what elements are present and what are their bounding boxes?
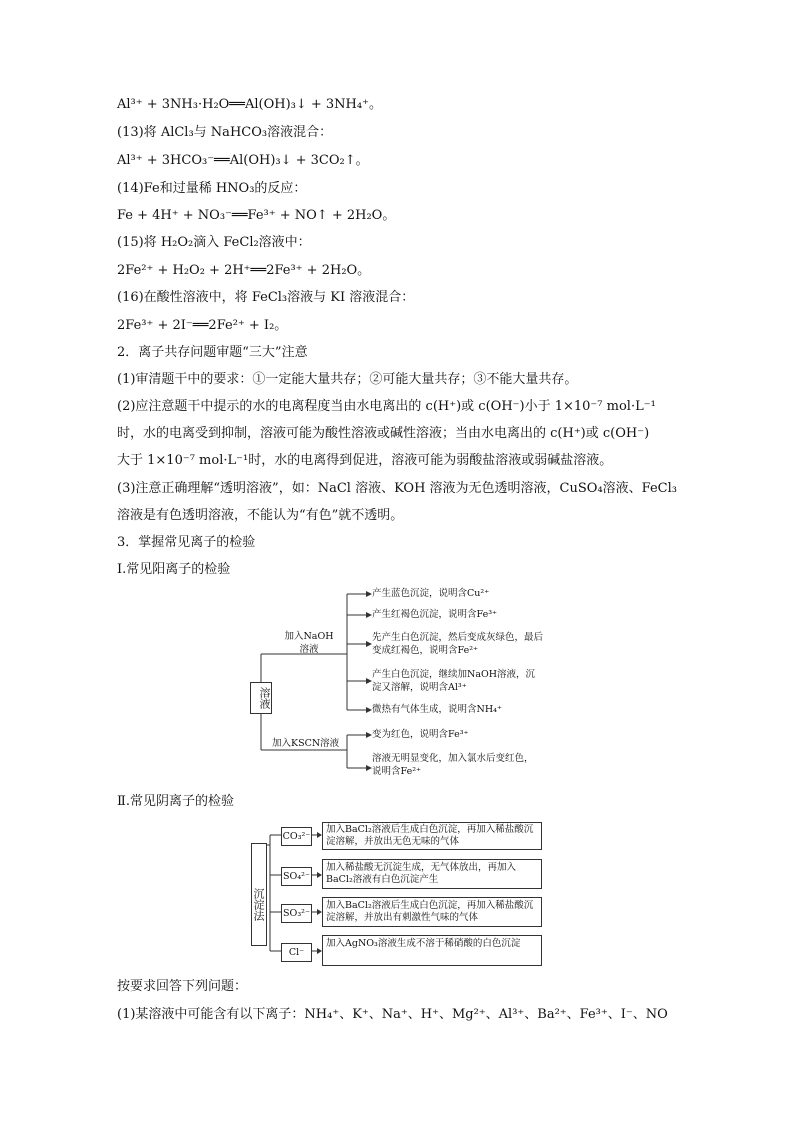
paragraph: 时，水的电离受到抑制，溶液可能为酸性溶液或碱性溶液；当由水电离出的 c(H⁺)或 c(OH⁻) — [117, 426, 650, 441]
equation-line: Al³⁺ + 3HCO₃⁻══Al(OH)₃↓ + 3CO₂↑。 — [117, 153, 369, 168]
naoh-result: 先产生白色沉淀，然后变成灰绿色，最后变成红褐色，说明含Fe²⁺ — [372, 632, 544, 656]
kscn-result: 溶液无明显变化，加入氯水后变红色，说明含Fe²⁺ — [372, 753, 534, 777]
item-14-text: (14)Fe和过量稀 HNO₃的反应： — [117, 181, 307, 196]
subheading-anion: Ⅱ.常见阴离子的检验 — [117, 794, 234, 809]
ion-box-cl: Cl⁻ — [281, 943, 312, 962]
section-2-heading: 2．离子共存问题审题“三大”注意 — [117, 345, 308, 360]
paragraph: (3)注意正确理解“透明溶液”，如：NaCl 溶液、KOH 溶液为无色透明溶液，CuSO₄溶液、FeCl₃ — [117, 481, 677, 496]
naoh-result: 产生蓝色沉淀，说明含Cu²⁺ — [372, 588, 490, 599]
item-13-text: (13)将 AlCl₃与 NaHCO₃溶液混合： — [117, 125, 333, 140]
paragraph: 溶液是有色透明溶液，不能认为“有色”就不透明。 — [117, 508, 404, 523]
ion-box-co3: CO₃²⁻ — [281, 827, 312, 846]
question-1: (1)某溶液中可能含有以下离子：NH₄⁺、K⁺、Na⁺、H⁺、Mg²⁺、Al³⁺、Ba²⁺、Fe³⁺、I⁻、NO — [117, 1007, 668, 1022]
naoh-result: 产生红褐色沉淀，说明含Fe³⁺ — [372, 609, 498, 620]
kscn-result: 变为红色，说明含Fe³⁺ — [372, 729, 469, 740]
ion-box-so4: SO₄²⁻ — [281, 867, 312, 886]
equation-line: Fe + 4H⁺ + NO₃⁻══Fe³⁺ + NO↑ + 2H₂O。 — [117, 208, 396, 223]
item-16-text: (16)在酸性溶液中，将 FeCl₃溶液与 KI 溶液混合： — [117, 290, 415, 305]
branch-label-kscn: 加入KSCN溶液 — [272, 738, 340, 749]
paragraph: 大于 1×10⁻⁷ mol·L⁻¹时，水的电离得到促进，溶液可能为弱酸盐溶液或弱碱盐溶液。 — [117, 453, 613, 468]
anion-desc-so4: 加入稀盐酸无沉淀生成，无气体放出，再加入BaCl₂溶液有白色沉淀产生 — [322, 859, 542, 889]
section-3-heading: 3．掌握常见离子的检验 — [117, 535, 256, 550]
equation-line: 2Fe²⁺ + H₂O₂ + 2H⁺══2Fe³⁺ + 2H₂O。 — [117, 263, 371, 278]
cation-root-box: 溶液 — [250, 682, 272, 714]
paragraph: (2)应注意题干中提示的水的电离程度当由水电离出的 c(H⁺)或 c(OH⁻)小于 1×10⁻⁷ mol·L⁻¹ — [117, 399, 656, 414]
naoh-result: 微热有气体生成，说明含NH₄⁺ — [372, 704, 502, 715]
anion-desc-co3: 加入BaCl₂溶液后生成白色沉淀，再加入稀盐酸沉淀溶解，并放出无色无味的气体 — [322, 822, 542, 850]
equation-line: Al³⁺ + 3NH₃·H₂O══Al(OH)₃↓ + 3NH₄⁺。 — [117, 97, 382, 112]
questions-intro: 按要求回答下列问题： — [117, 979, 248, 994]
item-15-text: (15)将 H₂O₂滴入 FeCl₂溶液中： — [117, 235, 311, 250]
anion-desc-cl: 加入AgNO₃溶液生成不溶于稀硝酸的白色沉淀 — [322, 935, 542, 966]
branch-label-naoh: 加入NaOH溶液 — [284, 631, 334, 655]
anion-root-box: 沉淀法 — [251, 843, 267, 946]
subheading-cation: Ⅰ.常见阳离子的检验 — [117, 562, 231, 577]
equation-line: 2Fe³⁺ + 2I⁻══2Fe²⁺ + I₂。 — [117, 318, 288, 333]
paragraph: (1)审清题干中的要求：①一定能大量共存；②可能大量共存；③不能大量共存。 — [117, 372, 578, 387]
ion-box-so3: SO₃²⁻ — [281, 904, 312, 923]
naoh-result: 产生白色沉淀，继续加NaOH溶液，沉淀又溶解，说明含Al³⁺ — [372, 669, 536, 693]
anion-desc-so3: 加入BaCl₂溶液后生成白色沉淀，再加入稀盐酸沉淀溶解，并放出有刺激性气味的气体 — [322, 897, 542, 927]
